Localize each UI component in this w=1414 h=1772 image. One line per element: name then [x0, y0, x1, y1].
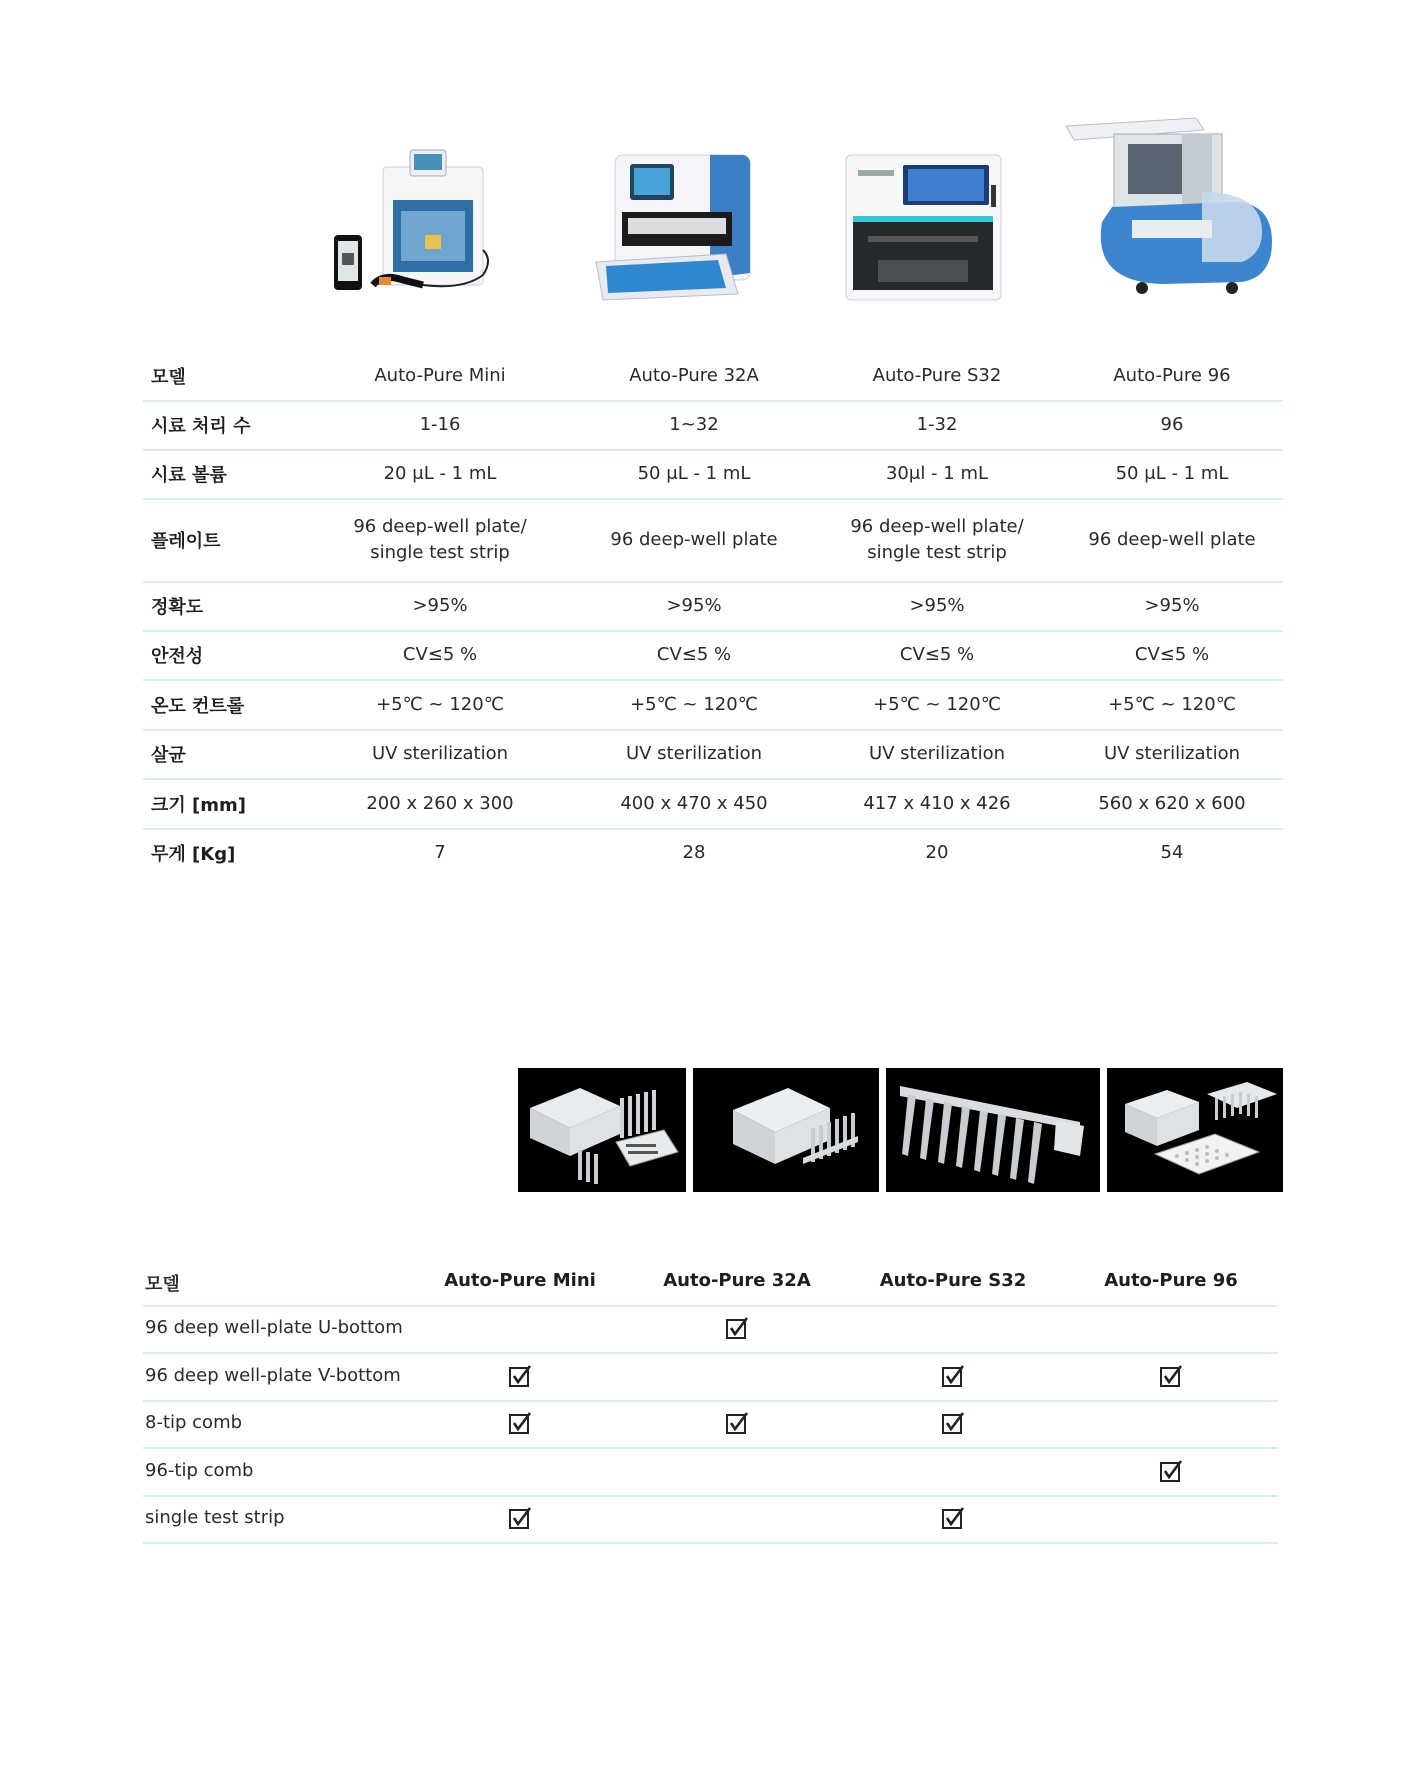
compat-model-header: Auto-Pure 96 [1104, 1270, 1238, 1291]
compat-model-header: Auto-Pure 32A [663, 1270, 811, 1291]
checkbox-checked-icon [725, 1411, 749, 1435]
spec-cell: CV≤5 % [402, 644, 478, 665]
spec-row [143, 499, 1283, 583]
spec-cell: +5℃ ~ 120℃ [873, 694, 1001, 715]
spec-row-label: 시료 볼륨 [151, 465, 227, 486]
spec-row-label: 살균 [151, 745, 186, 766]
compat-model-header: Auto-Pure Mini [444, 1270, 596, 1291]
spec-cell: >95% [666, 595, 722, 616]
spec-cell: 54 [1160, 842, 1184, 863]
compat-row [143, 1305, 1278, 1354]
spec-cell: Auto-Pure 96 [1113, 365, 1231, 386]
spec-cell: UV sterilization [625, 743, 763, 764]
spec-cell: 20 μL - 1 mL [383, 463, 497, 484]
spec-cell: UV sterilization [1103, 743, 1241, 764]
spec-cell: +5℃ ~ 120℃ [1108, 694, 1236, 715]
spec-cell: CV≤5 % [899, 644, 975, 665]
spec-row [143, 631, 1283, 681]
checkbox-checked-icon [508, 1364, 532, 1388]
spec-cell: +5℃ ~ 120℃ [376, 694, 504, 715]
consumable-photo-plate-comb [693, 1068, 879, 1192]
auto-pure-mini-photo [325, 145, 515, 305]
spec-cell: 50 μL - 1 mL [1115, 463, 1229, 484]
spec-cell: 30μl - 1 mL [885, 463, 989, 484]
spec-cell: 1-16 [419, 414, 461, 435]
spec-row-label: 플레이트 [151, 531, 221, 552]
auto-pure-32a-photo [590, 150, 760, 305]
checkbox-checked-icon [1159, 1459, 1183, 1483]
consumable-photo-plate-strip-kit [518, 1068, 686, 1192]
checkbox-checked-icon [508, 1411, 532, 1435]
auto-pure-96-photo [1062, 112, 1272, 302]
spec-cell: 560 x 620 x 600 [1098, 793, 1246, 814]
spec-row [143, 681, 1283, 731]
spec-row-label: 모델 [151, 367, 186, 388]
compat-header-label: 모델 [145, 1274, 180, 1295]
spec-cell: 96 deep-well plate/ single test strip [850, 516, 1024, 563]
compat-row-label: single test strip [145, 1507, 285, 1528]
checkbox-checked-icon [725, 1316, 749, 1340]
spec-cell: 96 deep-well plate/ single test strip [353, 516, 527, 563]
compat-row-label: 96-tip comb [145, 1459, 254, 1481]
spec-row-label: 온도 컨트롤 [151, 696, 245, 717]
compat-row [143, 1353, 1278, 1402]
spec-cell: 417 x 410 x 426 [863, 793, 1011, 814]
spec-cell: Auto-Pure S32 [872, 365, 1002, 386]
spec-cell: Auto-Pure 32A [629, 365, 759, 386]
spec-cell: 7 [434, 842, 446, 863]
spec-cell: 28 [682, 842, 706, 863]
checkbox-checked-icon [941, 1411, 965, 1435]
spec-cell: CV≤5 % [1134, 644, 1210, 665]
spec-cell: UV sterilization [371, 743, 509, 764]
spec-cell: 20 [925, 842, 949, 863]
spec-cell: 1-32 [916, 414, 958, 435]
compat-row-label: 8-tip comb [145, 1412, 243, 1433]
compat-row [143, 1400, 1278, 1449]
checkbox-checked-icon [941, 1364, 965, 1388]
compat-header-row [143, 1258, 1278, 1307]
compat-row-label: 96 deep well-plate U-bottom [145, 1317, 403, 1338]
auto-pure-s32-photo [838, 150, 1008, 305]
spec-row [143, 450, 1283, 500]
checkbox-checked-icon [508, 1506, 532, 1530]
spec-row-label: 시료 처리 수 [151, 416, 251, 437]
spec-row [143, 780, 1283, 830]
spec-cell: 400 x 470 x 450 [620, 793, 768, 814]
spec-cell: 50 μL - 1 mL [637, 463, 751, 484]
spec-cell: 96 deep-well plate [1088, 529, 1256, 550]
spec-cell: CV≤5 % [656, 644, 732, 665]
spec-row [143, 582, 1283, 632]
checkbox-checked-icon [1159, 1364, 1183, 1388]
checkbox-checked-icon [941, 1506, 965, 1530]
spec-cell: 96 [1160, 414, 1184, 435]
spec-cell: 96 deep-well plate [610, 529, 778, 550]
compat-row-label: 96 deep well-plate V-bottom [145, 1364, 401, 1386]
spec-cell: UV sterilization [868, 743, 1006, 764]
spec-row [143, 352, 1283, 402]
spec-row [143, 730, 1283, 780]
spec-row-label: 무게 [Kg] [151, 844, 236, 865]
spec-row [143, 401, 1283, 451]
compat-row [143, 1495, 1278, 1544]
spec-row-label: 정확도 [151, 597, 204, 618]
spec-cell: >95% [412, 595, 468, 616]
compat-row [143, 1448, 1278, 1497]
spec-cell: +5℃ ~ 120℃ [630, 694, 758, 715]
spec-cell: Auto-Pure Mini [374, 365, 506, 386]
spec-row [143, 829, 1283, 877]
spec-row-label: 안전성 [151, 646, 204, 667]
spec-cell: 200 x 260 x 300 [366, 793, 514, 814]
spec-cell: >95% [1144, 595, 1200, 616]
spec-cell: >95% [909, 595, 965, 616]
consumable-photo-plate-96-tip [1107, 1068, 1283, 1192]
compat-model-header: Auto-Pure S32 [879, 1270, 1027, 1291]
consumable-photo-tip-comb [886, 1068, 1100, 1192]
spec-row-label: 크기 [mm] [151, 795, 247, 816]
spec-cell: 1~32 [669, 414, 719, 435]
